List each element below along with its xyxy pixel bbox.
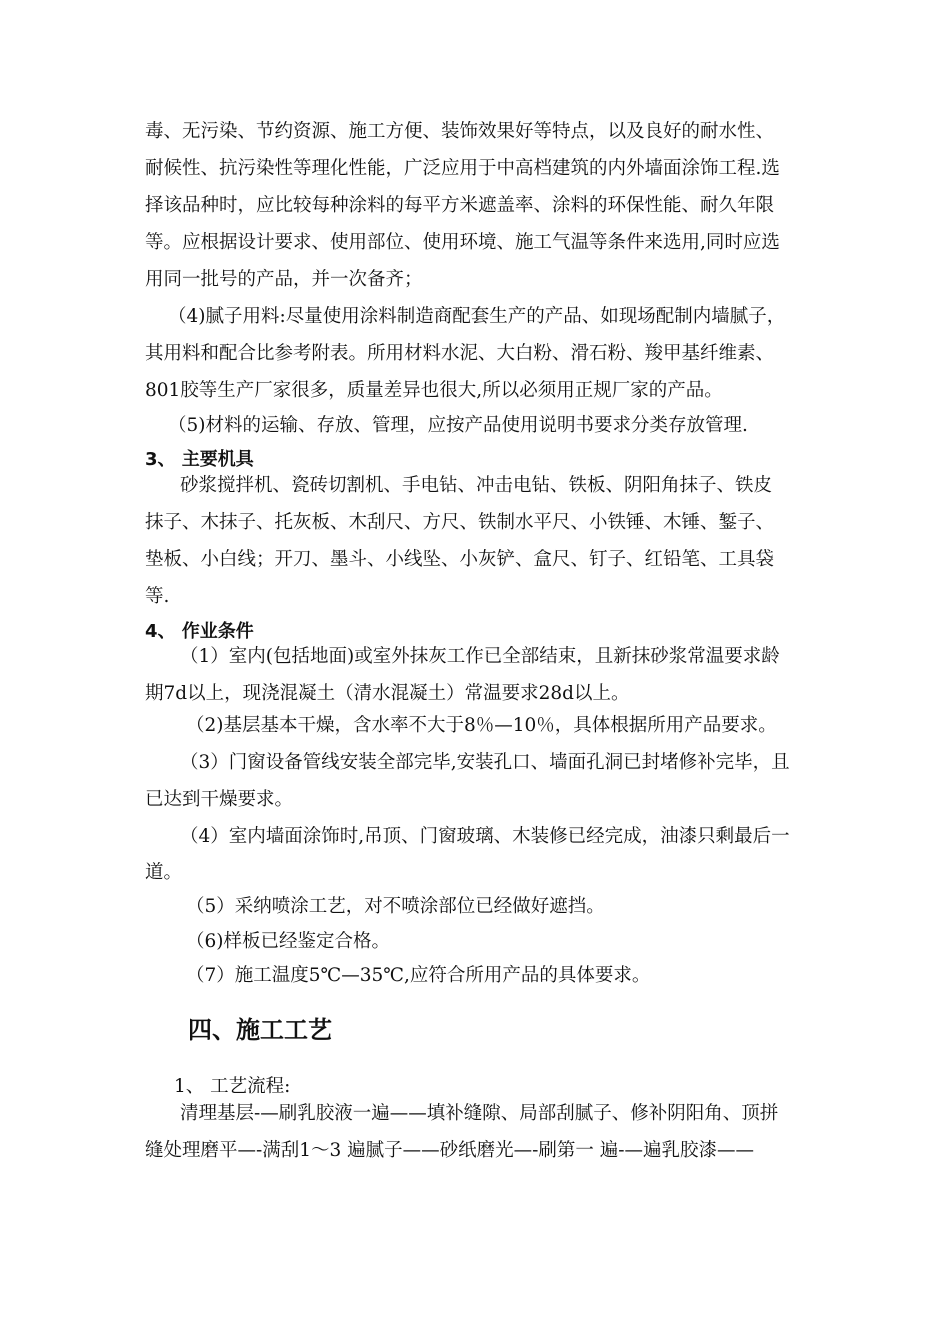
- paragraph-line: 801胶等生产厂家很多，质量差异也很大,所以必须用正规厂家的产品。: [145, 380, 723, 401]
- paragraph-line: 择该品种时，应比较每种涂料的每平方米遮盖率、涂料的环保性能、耐久年限: [145, 195, 775, 216]
- paragraph-line: 耐候性、抗污染性等理化性能，广泛应用于中高档建筑的内外墙面涂饰工程.选: [145, 158, 780, 179]
- paragraph-line: 道。: [145, 862, 183, 883]
- paragraph-line: （1）室内(包括地面)或室外抹灰工作已全部结束，且新抹砂浆常温要求龄: [180, 646, 780, 667]
- paragraph-line: 等。应根据设计要求、使用部位、使用环境、施工气温等条件来选用,同时应选: [145, 232, 780, 253]
- paragraph-line: （3）门窗设备管线安装全部完毕,安装孔口、墙面孔洞已封堵修补完毕，且: [180, 752, 790, 773]
- paragraph-line: 用同一批号的产品，并一次备齐；: [145, 269, 423, 290]
- paragraph-line: （5)材料的运输、存放、管理，应按产品使用说明书要求分类存放管理.: [168, 415, 748, 436]
- paragraph-line: （4)腻子用料:尽量使用涂料制造商配套生产的产品、如现场配制内墙腻子，: [168, 306, 786, 327]
- paragraph-line: 1、 工艺流程:: [174, 1076, 291, 1097]
- subsection-heading: 4、 作业条件: [145, 621, 254, 642]
- paragraph-line: 抹子、木抹子、托灰板、木刮尺、方尺、铁制水平尺、小铁锤、木锤、錾子、: [145, 512, 775, 533]
- paragraph-line: 清理基层-—刷乳胶液一遍——填补缝隙、局部刮腻子、修补阴阳角、顶拼: [180, 1103, 779, 1124]
- paragraph-line: 等.: [145, 586, 170, 607]
- paragraph-line: 砂浆搅拌机、瓷砖切割机、手电钻、冲击电钻、铁板、阴阳角抹子、铁皮: [180, 475, 773, 496]
- paragraph-line: （7）施工温度5℃—35℃,应符合所用产品的具体要求。: [186, 965, 651, 986]
- paragraph-line: 毒、无污染、节约资源、施工方便、装饰效果好等特点，以及良好的耐水性、: [145, 121, 775, 142]
- paragraph-line: 垫板、小白线；开刀、墨斗、小线坠、小灰铲、盒尺、钉子、红铅笔、工具袋: [145, 549, 775, 570]
- paragraph-line: （6)样板已经鉴定合格。: [186, 931, 390, 952]
- paragraph-line: 缝处理磨平—-满刮1～3 遍腻子——砂纸磨光—-刷第一 遍-—遍乳胶漆——: [145, 1140, 755, 1161]
- paragraph-line: （5）采纳喷涂工艺，对不喷涂部位已经做好遮挡。: [186, 896, 605, 917]
- paragraph-line: 已达到干燥要求。: [145, 789, 294, 810]
- section-heading: 四、施工工艺: [188, 1016, 332, 1044]
- paragraph-line: （4）室内墙面涂饰时,吊顶、门窗玻璃、木装修已经完成，油漆只剩最后一: [180, 826, 790, 847]
- paragraph-line: 期7d以上，现浇混凝土（清水混凝土）常温要求28d以上。: [145, 683, 630, 704]
- paragraph-line: 其用料和配合比参考附表。所用材料水泥、大白粉、滑石粉、羧甲基纤维素、: [145, 343, 775, 364]
- subsection-heading: 3、 主要机具: [145, 449, 254, 470]
- paragraph-line: （2)基层基本干燥，含水率不大于8％—10％，具体根据所用产品要求。: [186, 715, 777, 736]
